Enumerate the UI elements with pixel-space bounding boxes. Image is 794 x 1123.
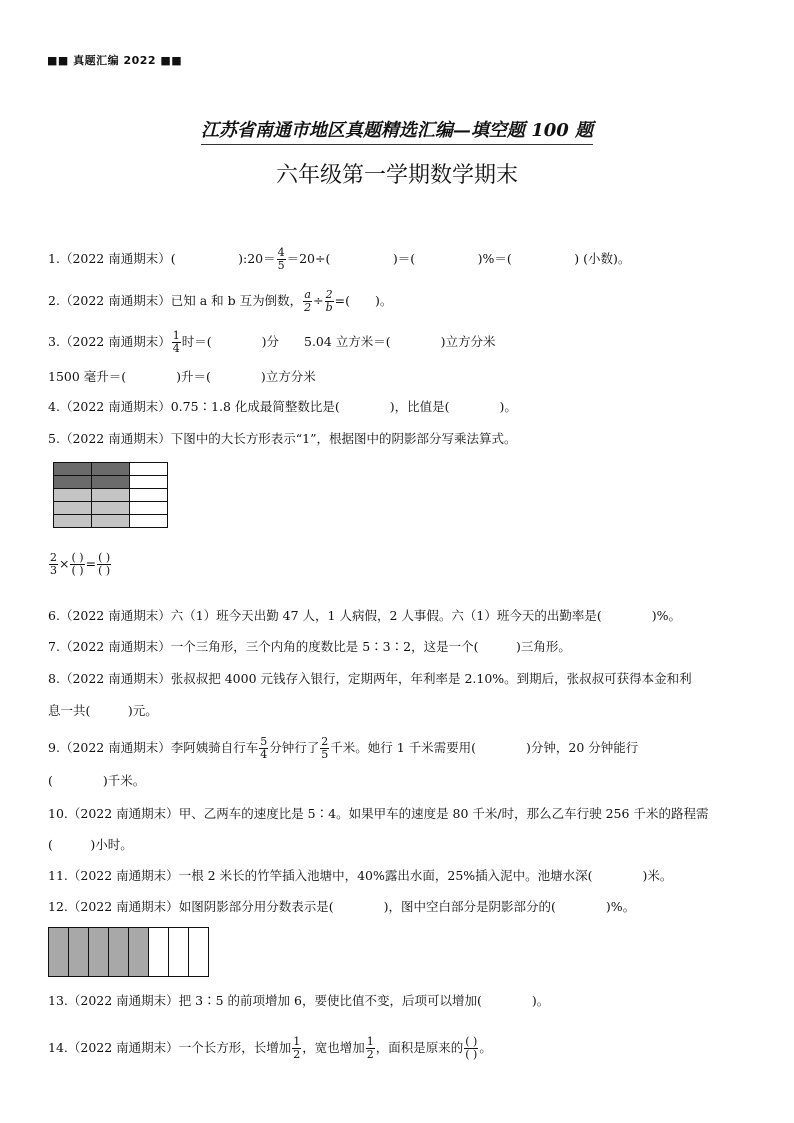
grid-cell-light bbox=[92, 515, 130, 528]
question-3: 3.（2022 南通期末） $\frac{1}{4}$ 时＝( )分 5.04 立方米＝( )立方分米 bbox=[48, 329, 496, 355]
question-9-line-2: ( )千米。 bbox=[48, 773, 146, 788]
grid-cell-dark bbox=[54, 476, 92, 489]
sub-title: 六年级第一学期数学期末 bbox=[275, 163, 518, 188]
question-1: 1.（2022 南通期末）( ):20＝ $\frac{4}{5}$ ＝20÷( )＝( )%＝( ) (小数)。 bbox=[48, 246, 631, 272]
fraction: $\frac{2}{b}$ bbox=[325, 288, 333, 314]
grid-row bbox=[54, 463, 168, 476]
bar-cell-white bbox=[189, 928, 208, 976]
shaded-grid-figure bbox=[53, 462, 168, 528]
question-12: 12.（2022 南通期末）如图阴影部分用分数表示是( )，图中空白部分是阴影部分的( )%。 bbox=[48, 899, 636, 914]
question-9: 9.（2022 南通期末）李阿姨骑自行车 $\frac{5}{4}$ 分钟行了 $\frac{2}{5}$ 千米。她行 1 千米需要用( )分钟，20 分钟能行 bbox=[48, 735, 639, 761]
shaded-bar-figure bbox=[48, 927, 209, 977]
source-label: （2022 南通期末） bbox=[59, 251, 171, 266]
grid-row bbox=[54, 515, 168, 528]
question-4: 4.（2022 南通期末）0.75∶1.8 化成最简整数比是( )，比值是( )。 bbox=[48, 399, 517, 414]
grid-cell-dark bbox=[54, 463, 92, 476]
bar-cell-shaded bbox=[69, 928, 89, 976]
grid-row bbox=[54, 476, 168, 489]
grid-cell-light bbox=[54, 515, 92, 528]
grid-cell-light bbox=[92, 502, 130, 515]
grid-cell-white bbox=[130, 515, 168, 528]
question-7: 7.（2022 南通期末）一个三角形，三个内角的度数比是 5∶3∶2，这是一个( )三角形。 bbox=[48, 639, 571, 654]
question-11: 11.（2022 南通期末）一根 2 米长的竹竿插入池塘中，40%露出水面，25%插入泥中。池塘水深( )米。 bbox=[48, 868, 673, 883]
grid-cell-dark bbox=[92, 463, 130, 476]
question-8: 8.（2022 南通期末）张叔叔把 4000 元钱存入银行，定期两年，年利率是 2.10%。到期后，张叔叔可获得本金和利 bbox=[48, 671, 692, 686]
question-14: 14.（2022 南通期末）一个长方形，长增加 $\frac{1}{2}$ ，宽也增加 $\frac{1}{2}$ ，面积是原来的 $\frac{( )}{( )}$ 。 bbox=[48, 1035, 492, 1061]
fraction: $\frac{5}{4}$ bbox=[260, 735, 268, 761]
fraction: $\frac{4}{5}$ bbox=[277, 246, 285, 272]
grid-row bbox=[54, 502, 168, 515]
question-8-line-2: 息一共( )元。 bbox=[48, 703, 158, 718]
question-13: 13.（2022 南通期末）把 3∶5 的前项增加 6，要使比值不变，后项可以增加( )。 bbox=[48, 993, 550, 1008]
bar-cell-shaded bbox=[109, 928, 129, 976]
question-10: 10.（2022 南通期末）甲、乙两车的速度比是 5∶4。如果甲车的速度是 80 千米/时，那么乙车行驶 256 千米的路程需 bbox=[48, 806, 709, 821]
grid-cell-white bbox=[130, 502, 168, 515]
grid-cell-dark bbox=[92, 476, 130, 489]
fraction: $\frac{2}{5}$ bbox=[321, 735, 329, 761]
question-2: 2.（2022 南通期末）已知 a 和 b 互为倒数， $\frac{a}{2}$ ÷ $\frac{2}{b}$ =( )。 bbox=[48, 288, 393, 314]
grid-cell-light bbox=[92, 489, 130, 502]
grid-cell-light bbox=[54, 502, 92, 515]
question-5: 5.（2022 南通期末）下图中的大长方形表示“1”，根据图中的阴影部分写乘法算式。 bbox=[48, 431, 517, 446]
header-tag: ■■ 真题汇编 2022 ■■ bbox=[47, 54, 183, 67]
fraction: $\frac{1}{2}$ bbox=[293, 1035, 301, 1061]
fraction: $\frac{a}{2}$ bbox=[304, 288, 312, 314]
question-6: 6.（2022 南通期末）六（1）班今天出勤 47 人，1 人病假，2 人事假。六（1）班今天的出勤率是( )%。 bbox=[48, 608, 681, 623]
bar-cell-white bbox=[149, 928, 169, 976]
main-title: 江苏省南通市地区真题精选汇编—填空题 100 题 bbox=[0, 116, 794, 145]
grid-cell-white bbox=[130, 489, 168, 502]
grid-row bbox=[54, 489, 168, 502]
fraction: $\frac{1}{2}$ bbox=[366, 1035, 374, 1061]
bar-cell-shaded bbox=[129, 928, 149, 976]
grid-cell-white bbox=[130, 463, 168, 476]
fraction-answer: $\frac{( )}{( )}$ bbox=[465, 1035, 478, 1061]
question-3-line-2: 1500 毫升＝( )升＝( )立方分米 bbox=[48, 369, 316, 384]
fraction: $\frac{1}{4}$ bbox=[172, 329, 180, 355]
bar-cell-shaded bbox=[49, 928, 69, 976]
grid-cell-white bbox=[130, 476, 168, 489]
bar-cell-shaded bbox=[89, 928, 109, 976]
bar-cell-white bbox=[169, 928, 189, 976]
grid-cell-light bbox=[54, 489, 92, 502]
question-10-line-2: ( )小时。 bbox=[48, 837, 133, 852]
question-5-equation: $\frac{2}{3}$ × $\frac{( )}{( )}$ = $\frac{( )}{( )}$ bbox=[50, 551, 111, 577]
